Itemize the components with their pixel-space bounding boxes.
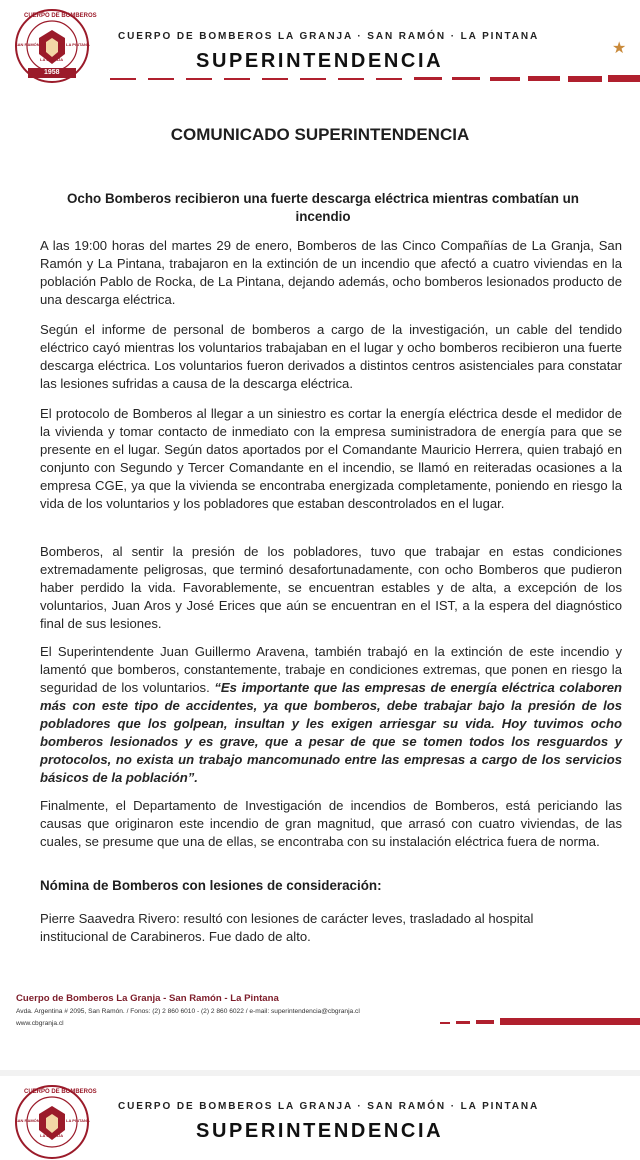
footer-website: www.cbgranja.cl: [16, 1020, 64, 1027]
footer-organization: Cuerpo de Bomberos La Granja - San Ramón - La Pintana: [16, 993, 279, 1004]
paragraph-5: [40, 643, 622, 787]
footer-stripe: [440, 1013, 640, 1027]
document-title: COMUNICADO SUPERINTENDENCIA: [170, 125, 470, 144]
superintendent-quote: “Es importante que las empresas de energía eléctrica colaboren más con este tipo de accidentes, ya que bomberos, debe trabajar bajo la presión de los pobladores que los golpean, insultan y les exigen arriesgar su vida. Hoy tuvimos ocho bomberos lesionados y es grave, que a pesar de que se tomen todos los resguardos y protocolos, no exista un trabajo mancomunado entre las empresas a cargo de los servicios básicos de la población”.: [40, 680, 622, 785]
seal-center-text: LA GRANJA: [40, 57, 64, 62]
page-footer: [0, 985, 640, 1035]
seal-left-text: SAN RAMÓN: [15, 1118, 40, 1123]
footer-address: Avda. Argentina # 2095, San Ramón. / Fonos: (2) 2 860 6010 - (2) 2 860 6022 / e-mail: superintendencia@cbgranja.cl: [16, 1008, 360, 1015]
decorative-stripe: [0, 74, 640, 84]
paragraph-5-intro: El Superintendente Juan Guillermo Aravena, también trabajó en la extinción de este incendio y lamentó que bomberos, constantemente, trabaje en condiciones extremas, que ponen en riesgo la seguridad de los voluntarios.: [40, 644, 622, 695]
paragraph-2: Según el informe de personal de bomberos a cargo de la investigación, un cable del tendido eléctrico cayó mientras los voluntarios trabajaban en el lugar y ocho bomberos recibieron una fuerte descarga eléctrica. Los voluntarios fueron derivados a distintos centros asistenciales para constatar las lesiones sufridas a causa de la descarga eléctrica.: [40, 322, 622, 391]
letterhead-title: SUPERINTENDENCIA: [196, 1120, 444, 1142]
organization-line: CUERPO DE BOMBEROS LA GRANJA · SAN RAMÓN · LA PINTANA: [118, 31, 540, 42]
injured-list-heading: Nómina de Bomberos con lesiones de consideración:: [40, 878, 382, 893]
paragraph-3: El protocolo de Bomberos al llegar a un siniestro es cortar la energía eléctrica desde el medidor de la vivienda y tomar contacto de inmediato con la empresa suministradora de energía para que se presente en el lugar. Según datos aportados por el Comandante Mauricio Herrera, quien trabajó en conjunto con Segundo y Tercer Comandante en el incendio, se llamó en reiteradas ocasiones a la empresa CGE, ya que la vivienda se encontraba energizada completamente, poniendo en riesgo la vida de los voluntarios y los pobladores que estaban descontrolados en el lugar.: [40, 406, 622, 511]
next-page-letterhead: [0, 1070, 640, 1160]
letterhead-title: SUPERINTENDENCIA: [196, 50, 444, 72]
star-icon: ★: [612, 40, 627, 57]
headline: Ocho Bomberos recibieron una fuerte descarga eléctrica mientras combatían un incendio: [67, 191, 579, 224]
seal-right-text: LA PINTANA: [66, 42, 90, 47]
paragraph-7: Pierre Saavedra Rivero: resultó con lesiones de carácter leves, trasladado al hospital institucional de Carabineros. Fue dado de alto.: [40, 911, 534, 944]
seal-top-text: CUERPO DE BOMBEROS: [24, 13, 97, 19]
letterhead: [0, 0, 640, 84]
seal-top-text: CUERPO DE BOMBEROS: [24, 1089, 97, 1095]
paragraph-6: Finalmente, el Departamento de Investigación de incendios de Bomberos, está periciando las causas que originaron este incendio de gran magnitud, que arrasó con cuatro viviendas, de las cuales, se presume que una de ellas, se encontraba con su instalación eléctrica fuera de norma.: [40, 798, 622, 849]
seal-year: 1958: [44, 69, 60, 76]
paragraph-1: A las 19:00 horas del martes 29 de enero, Bomberos de las Cinco Compañías de La Granja, San Ramón y La Pintana, trabajaron en la extinción de un incendio que afectó a cuatro viviendas en la población Pablo de Rocka, de La Pintana, dejando además, ocho bomberos lesionados producto de una descarga eléctrica.: [40, 238, 622, 307]
seal-left-text: SAN RAMÓN: [15, 42, 40, 47]
paragraph-4: Bomberos, al sentir la presión de los pobladores, tuvo que trabajar en estas condiciones extremadamente peligrosas, que terminó desafortunadamente, con ocho Bomberos que pudieron haber perdido la vida. Favorablemente, se encuentran estables y de alta, a excepción de los voluntarios, Juan Aros y José Erices que aún se encuentran en el IST, a la espera del diagnóstico final de sus lesiones.: [40, 544, 622, 631]
organization-line: CUERPO DE BOMBEROS LA GRANJA · SAN RAMÓN · LA PINTANA: [118, 1101, 540, 1112]
seal-right-text: LA PINTANA: [66, 1118, 90, 1123]
seal-center-text: LA GRANJA: [40, 1133, 64, 1138]
